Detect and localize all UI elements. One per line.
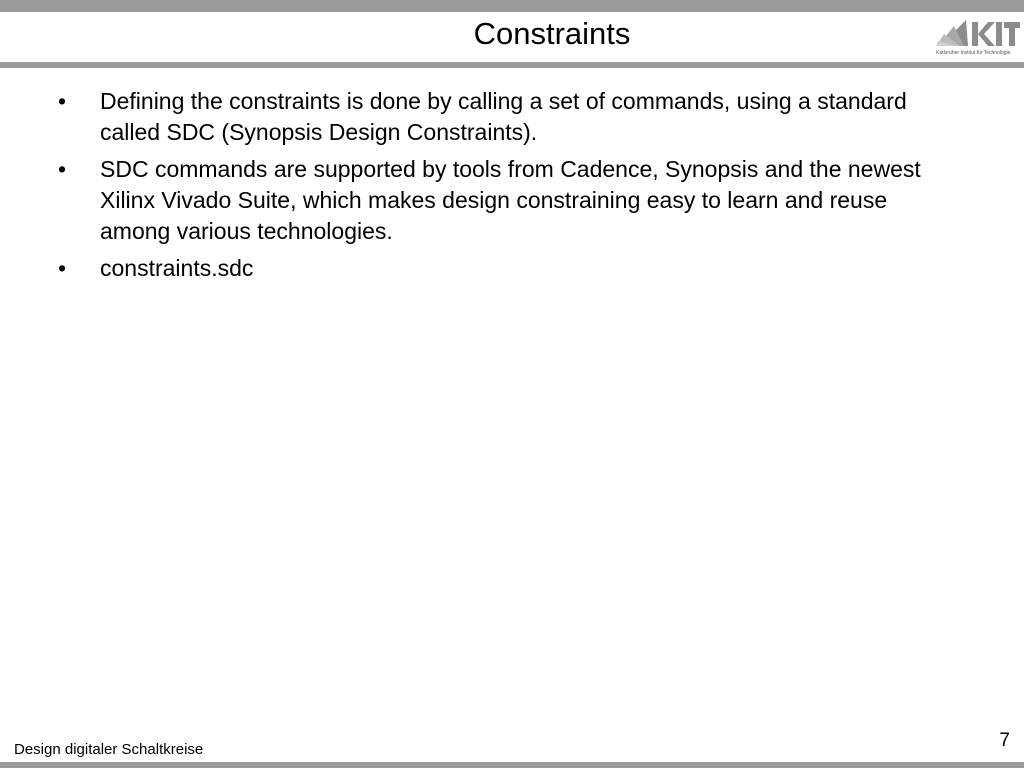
kit-logo bbox=[936, 16, 1020, 60]
bullet-icon: • bbox=[58, 88, 67, 114]
page-number: 7 bbox=[999, 730, 1010, 751]
title-underbar bbox=[0, 62, 1024, 68]
bullet-text: Defining the constraints is done by calling a set of commands, using a standard called SDC (Synopsis Design Constraints). bbox=[100, 88, 907, 145]
bullet-icon: • bbox=[58, 255, 67, 281]
slide-content bbox=[58, 86, 958, 290]
bullet-icon: • bbox=[58, 156, 67, 182]
kit-logo-icon bbox=[936, 16, 1020, 50]
slide-title: Constraints bbox=[473, 16, 631, 51]
bullet-list bbox=[58, 86, 958, 284]
top-bar bbox=[0, 0, 1024, 12]
bullet-item bbox=[58, 253, 958, 284]
footer-course-title: Design digitaler Schaltkreise bbox=[14, 741, 204, 758]
kit-logo-subtitle: Karlsruher Institut für Technologie bbox=[936, 50, 1011, 56]
bullet-item bbox=[58, 86, 958, 148]
bullet-text: SDC commands are supported by tools from Cadence, Synopsis and the newest Xilinx Vivado Suite, which makes design constraining easy to learn and reuse among various technologies. bbox=[100, 156, 921, 244]
bullet-text: constraints.sdc bbox=[100, 255, 254, 281]
bottom-bar bbox=[0, 762, 1024, 768]
bullet-item bbox=[58, 154, 958, 247]
